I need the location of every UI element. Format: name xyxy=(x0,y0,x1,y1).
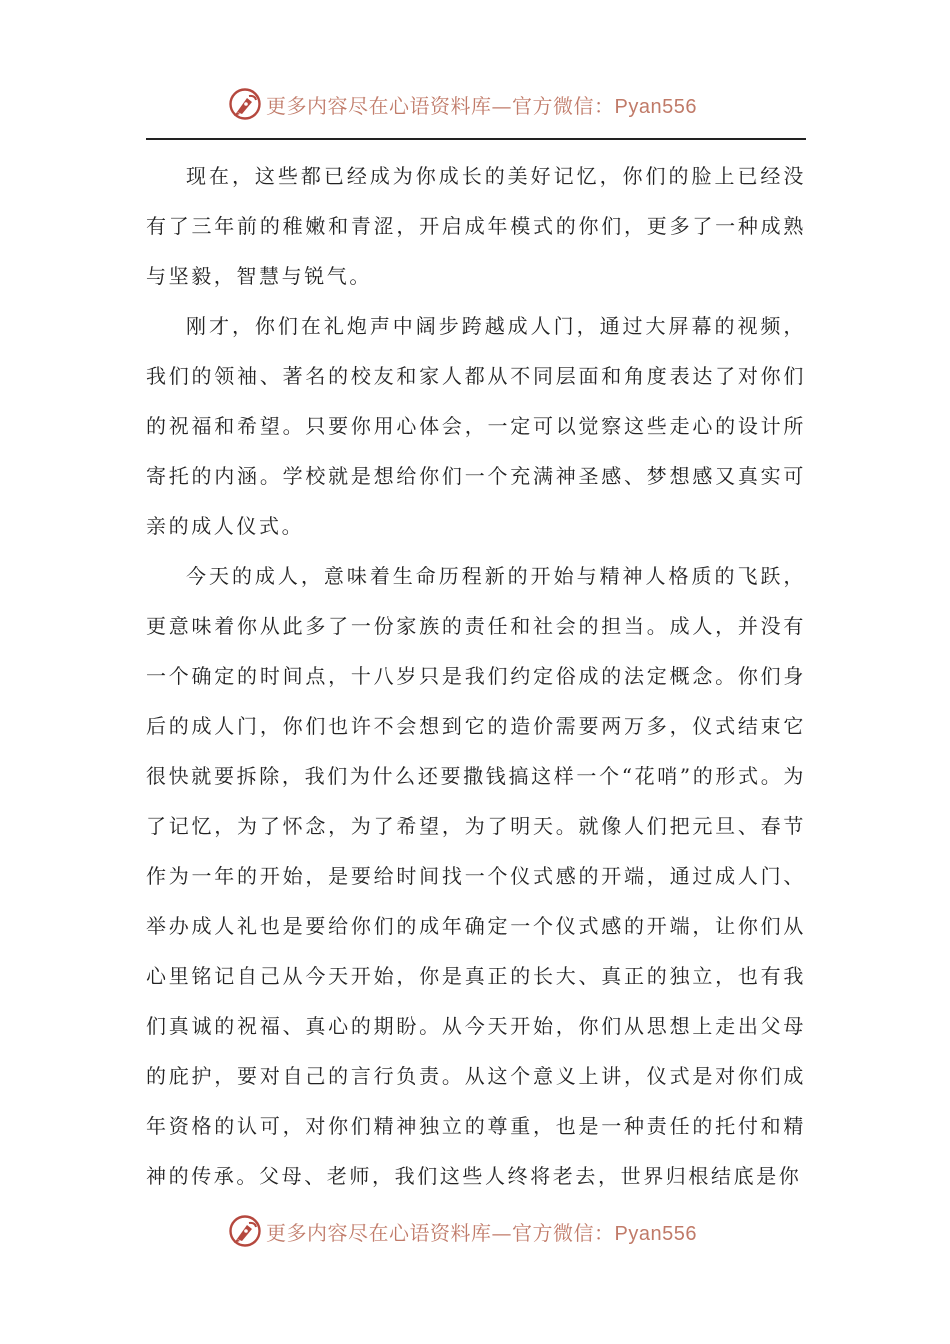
paragraph: 刚才，你们在礼炮声中阔步跨越成人门，通过大屏幕的视频，我们的领袖、著名的校友和家人都从不同层面和角度表达了对你们的祝福和希望。只要你用心体会，一定可以觉察这些走心的设计所寄托的内涵。学校就是想给你们一个充满神圣感、梦想感又真实可亲的成人仪式。 xyxy=(146,314,806,538)
paragraph: 今天的成人，意味着生命历程新的开始与精神人格质的飞跃，更意味着你从此多了一份家族的责任和社会的担当。成人，并没有一个确定的时间点，十八岁只是我们约定俗成的法定概念。你们身后的成人门，你们也许不会想到它的造价需要两万多，仪式结束它很快就要拆除，我们为什么还要撒钱搞这样一个“花哨”的形式。为了记忆，为了怀念，为了希望，为了明天。就像人们把元旦、春节作为一年的开始，是要给时间找一个仪式感的开端，通过成人门、举办成人礼也是要给你们的成年确定一个仪式感的开端，让你们从心里铭记自己从今天开始，你是真正的长大、真正的独立，也有我们真诚的祝福、真心的期盼。从今天开始，你们从思想上走出父母的庇护，要对自己的言行负责。从这个意义上讲，仪式是对你们成年资格的认可，对你们精神独立的尊重，也是一种责任的托付和精神的传承。父母、老师，我们这些人终将老去，世界归根结底是你 xyxy=(146,564,806,1188)
footer-banner xyxy=(228,1211,697,1251)
pen-nib-logo-icon xyxy=(228,1214,262,1248)
header-banner-wechat-id: Pyan556 xyxy=(614,95,697,118)
pen-nib-logo-icon xyxy=(228,87,262,121)
footer-banner-wechat-id: Pyan556 xyxy=(614,1222,697,1245)
footer-banner-label: 更多内容尽在心语资料库—官方微信： xyxy=(266,1220,615,1245)
paragraph: 现在，这些都已经成为你成长的美好记忆，你们的脸上已经没有了三年前的稚嫩和青涩，开启成年模式的你们，更多了一种成熟与坚毅，智慧与锐气。 xyxy=(146,164,806,288)
header-divider xyxy=(146,138,806,140)
document-body xyxy=(146,151,806,1201)
header-banner xyxy=(228,84,697,124)
footer-banner-text xyxy=(266,1217,697,1246)
header-banner-text xyxy=(266,90,697,119)
header-banner-label: 更多内容尽在心语资料库—官方微信： xyxy=(266,93,615,118)
